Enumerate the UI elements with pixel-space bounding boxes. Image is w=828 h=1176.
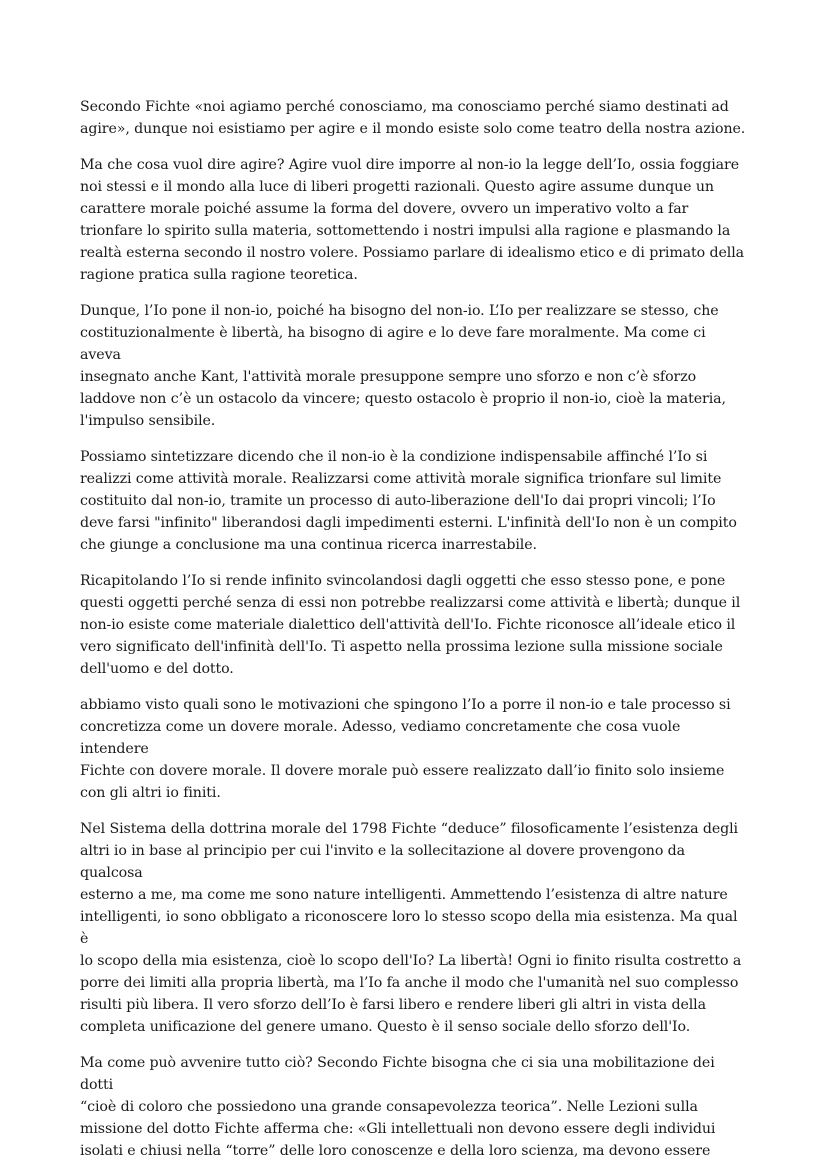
document-body [80, 96, 750, 1176]
paragraph-5: Ricapitolando l’Io si rende infinito svincolandosi dagli oggetti che esso stesso pone, e pone questi oggetti perché senza di essi non potrebbe realizzarsi come attività e libertà; dunque il non-io esiste come materiale dialettico dell'attività dell'Io. Fichte riconosce all’ideale etico il vero significato dell'infinità dell'Io. Ti aspetto nella prossima lezione sulla missione sociale dell'uomo e del dotto. [80, 573, 741, 677]
paragraph-4: Possiamo sintetizzare dicendo che il non-io è la condizione indispensabile affinché l’Io si realizzi come attività morale. Realizzarsi come attività morale significa trionfare sul limite costituito dal non-io, tramite un processo di auto-liberazione dell'Io dai propri vincoli; l’Io deve farsi "infinito" liberandosi dagli impedimenti esterni. L'infinità dell'Io non è un compito che giunge a conclusione ma una continua ricerca inarrestabile. [80, 449, 737, 553]
paragraph-1: Secondo Fichte «noi agiamo perché conosciamo, ma conosciamo perché siamo destinati ad agire», dunque noi esistiamo per agire e il mondo esiste solo come teatro della nostra azione. [80, 99, 746, 137]
paragraph-2: Ma che cosa vuol dire agire? Agire vuol dire imporre al non-io la legge dell’Io, ossia foggiare noi stessi e il mondo alla luce di liberi progetti razionali. Questo agire assume dunque un carattere morale poiché assume la forma del dovere, ovvero un imperativo volto a far trionfare lo spirito sulla materia, sottomettendo i nostri impulsi alla ragione e plasmando la realtà esterna secondo il nostro volere. Possiamo parlare di idealismo etico e di primato della ragione pratica sulla ragione teoretica. [80, 157, 744, 283]
paragraph-8: Ma come può avvenire tutto ciò? Secondo Fichte bisogna che ci sia una mobilitazione dei dotti “cioè di coloro che possiedono una grande consapevolezza teorica”. Nelle Lezioni sulla missione del dotto Fichte afferma che: «Gli intellettuali non devono essere degli individui isolati e chiusi nella “torre” delle loro conoscenze e della loro scienza, ma devono essere [80, 1055, 716, 1159]
paragraph-7: Nel Sistema della dottrina morale del 1798 Fichte “deduce” filosoficamente l’esistenza degli altri io in base al principio per cui l'invito e la sollecitazione al dovere provengono da qualcosa esterno a me, ma come me sono nature intelligenti. Ammettendo l’esistenza di altre nature intelligenti, io sono obbligato a riconoscere loro lo stesso scopo della mia esistenza. Ma qual è lo scopo della mia esistenza, cioè lo scopo dell'Io? La libertà! Ogni io finito risulta costretto a porre dei limiti alla propria libertà, ma l’Io fa anche il modo che l'umanità nel suo complesso risulti più libera. Il vero sforzo dell’Io è farsi libero e rendere liberi gli altri in vista della completa unificazione del genere umano. Questo è il senso sociale dello sforzo dell'Io. [80, 821, 742, 1035]
paragraph-6: abbiamo visto quali sono le motivazioni che spingono l’Io a porre il non-io e tale processo si concretizza come un dovere morale. Adesso, vediamo concretamente che cosa vuole intendere Fichte con dovere morale. Il dovere morale può essere realizzato dall’io finito solo insieme con gli altri io finiti. [80, 697, 731, 801]
paragraph-3: Dunque, l’Io pone il non-io, poiché ha bisogno del non-io. L’Io per realizzare se stesso, che costituzionalmente è libertà, ha bisogno di agire e lo deve fare moralmente. Ma come ci aveva insegnato anche Kant, l'attività morale presuppone sempre uno sforzo e non c’è sforzo laddove non c’è un ostacolo da vincere; questo ostacolo è proprio il non-io, cioè la materia, l'impulso sensibile. [80, 303, 726, 429]
